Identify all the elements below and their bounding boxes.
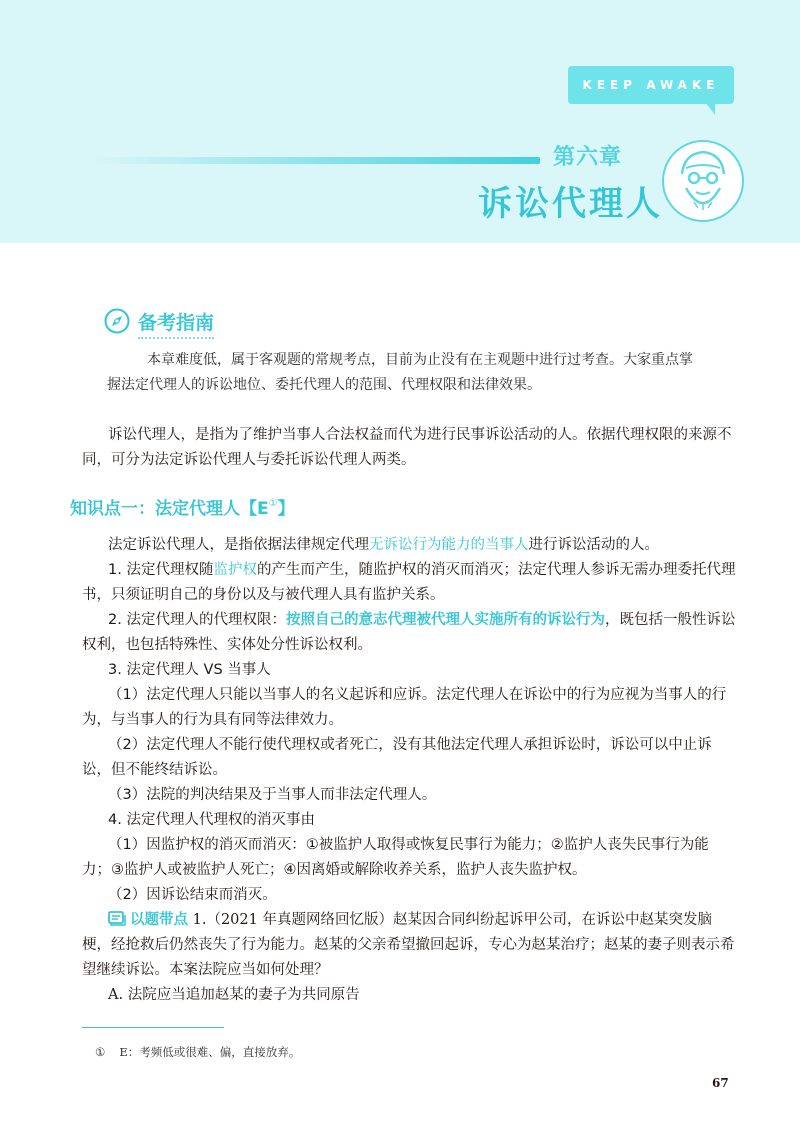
highlight-text: 无诉讼行为能力的当事人 [369,537,529,553]
text-run: 法定诉讼代理人，是指依据法律规定代理 [108,537,369,553]
text-run: 1. 法定代理权随 [108,562,214,578]
highlight-text: 按照自己的意志代理被代理人实施所有的诉讼行为 [285,612,605,628]
study-guide-text: 本章难度低，属于客观题的常规考点，目前为止没有在主观题中进行过考查。大家重点掌握法定代理人的诉讼地位、委托代理人的范围、代理权限和法律效果。 [107,352,693,393]
face-icon [660,138,746,224]
study-guide-title: 备考指南 [138,308,214,339]
example-question [82,908,736,983]
paragraph-point-3: 3. 法定代理人 VS 当事人 [108,662,271,678]
paragraph-point-3-1: （1）法定代理人只能以当事人的名义起诉和应诉。法定代理人在诉讼中的行为应视为当事人的行为，与当事人的行为具有同等法律效力。 [82,687,727,728]
option-a: A. 法院应当追加赵某的妻子为共同原告 [108,987,360,1003]
section-title-text: 知识点一：法定代理人【E [70,499,269,519]
chapter-decor-line [95,157,540,164]
chapter-number: 第六章 [553,145,623,170]
footnote-text: E：考频低或很难、偏，直接放弃。 [119,1045,301,1059]
footnote-divider [82,1027,224,1028]
book-icon [108,911,126,926]
paragraph-point-4: 4. 法定代理人代理权的消灭事由 [108,812,315,828]
footnote-mark: ① [95,1045,106,1059]
compass-icon [104,308,130,334]
highlight-text: 监护权 [213,562,257,578]
paragraph-point-4-1: （1）因监护权的消灭而消灭：①被监护人取得或恢复民事行为能力；②监护人丧失民事行为能力；③监护人或被监护人死亡；④因离婚或解除收养关系，监护人丧失监护权。 [82,837,709,878]
section-title-bracket: 】 [277,499,295,519]
text-run: ，既包括一般性诉讼权利，也包括特殊性、实体处分性诉讼权利。 [82,612,736,653]
paragraph-point-4-2: （2）因诉讼结束而消灭。 [108,887,277,903]
paragraph-definition [82,533,736,558]
example-text: 1.（2021 年真题网络回忆版）赵某因合同纠纷起诉甲公司，在诉讼中赵某突发脑梗，经抢救后仍然丧失了行为能力。赵某的父亲希望撤回起诉，专心为赵某治疗；赵某的妻子则表示希望继续诉讼。本案法院应当如何处理？ [82,912,735,978]
badge-tail [706,103,715,115]
keep-awake-badge: KEEP AWAKE [568,66,734,104]
section-title [70,494,295,519]
example-label: 以题带点 [130,912,188,928]
paragraph-point-3-3: （3）法院的判决结果及于当事人而非法定代理人。 [108,787,437,803]
text-run: 进行诉讼活动的人。 [528,537,659,553]
paragraph-point-1 [82,558,736,608]
footnote-ref: ① [268,498,278,509]
page-number: 67 [712,1076,729,1090]
text-run: 的产生而产生，随监护权的消灭而消灭；法定代理人参诉无需办理委托代理书，只须证明自己的身份以及与被代理人具有监护关系。 [82,562,736,603]
intro-paragraph: 诉讼代理人，是指为了维护当事人合法权益而代为进行民事诉讼活动的人。依据代理权限的来源不同，可分为法定诉讼代理人与委托诉讼代理人两类。 [82,427,732,468]
text-run: 2. 法定代理人的代理权限： [108,612,286,628]
footnote [95,1044,300,1060]
paragraph-point-2 [82,608,736,658]
paragraph-point-3-2: （2）法定代理人不能行使代理权或者死亡，没有其他法定代理人承担诉讼时，诉讼可以中止诉讼，但不能终结诉讼。 [82,737,712,778]
chapter-title: 诉讼代理人 [478,184,663,224]
